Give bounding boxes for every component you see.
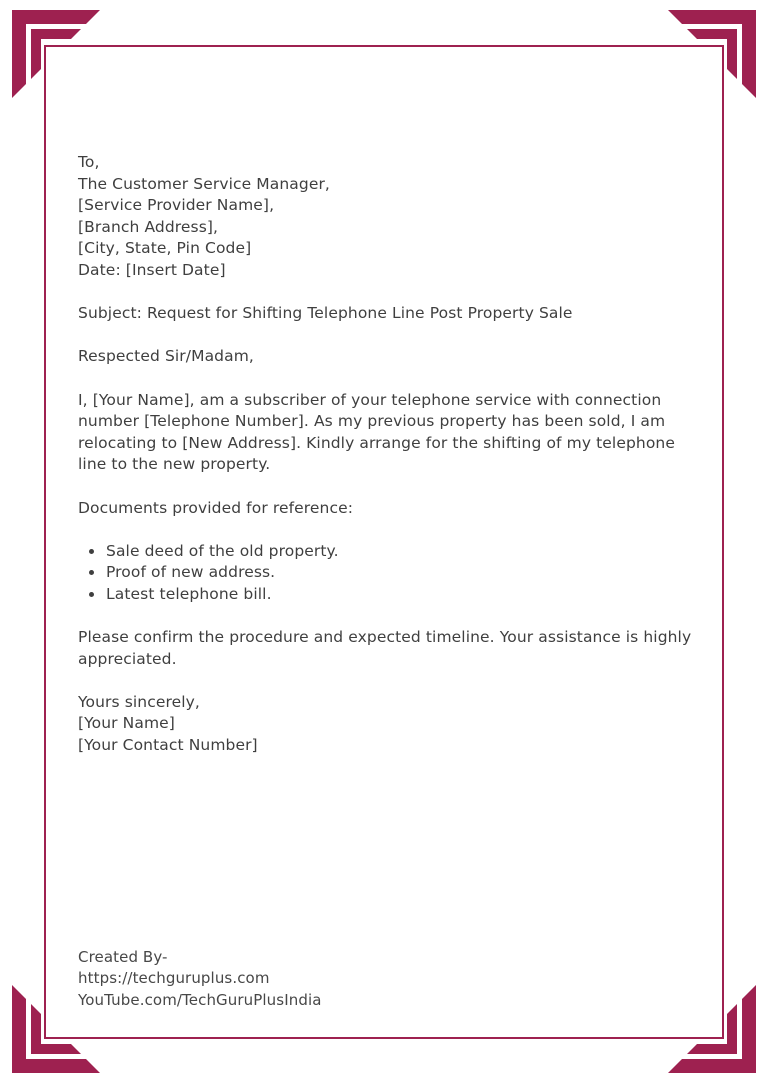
credits-label: Created By- bbox=[78, 948, 168, 966]
closing-paragraph bbox=[78, 627, 728, 670]
letter-body bbox=[78, 152, 728, 778]
recipient-line: To, bbox=[78, 153, 100, 171]
credits-youtube-url: YouTube.com/TechGuruPlusIndia bbox=[78, 990, 322, 1009]
recipient-address-block bbox=[78, 152, 728, 282]
document-list-item: • Proof of new address. bbox=[105, 562, 728, 584]
body-paragraph-line: relocating to [New Address]. Kindly arrange for the shifting of my telephone bbox=[78, 433, 675, 452]
salutation: Respected Sir/Madam, bbox=[78, 347, 254, 366]
corner-ornament-bottom-right bbox=[668, 985, 756, 1073]
body-paragraph-line: I, [Your Name], am a subscriber of your telephone service with connection bbox=[78, 390, 662, 409]
document-list-item: • Sale deed of the old property. bbox=[105, 541, 728, 563]
signoff-contact: [Your Contact Number] bbox=[78, 736, 258, 755]
recipient-line: [Service Provider Name], bbox=[78, 196, 275, 215]
signoff-name: [Your Name] bbox=[78, 714, 175, 733]
subject-line: Subject: Request for Shifting Telephone Line Post Property Sale bbox=[78, 304, 573, 323]
closing-paragraph-line: appreciated. bbox=[78, 649, 177, 668]
documents-list bbox=[78, 541, 728, 606]
signoff-block bbox=[78, 692, 728, 757]
credits-footer bbox=[78, 947, 322, 1011]
recipient-line: [City, State, Pin Code] bbox=[78, 239, 252, 258]
recipient-line: [Branch Address], bbox=[78, 217, 219, 236]
body-paragraph-line: line to the new property. bbox=[78, 455, 271, 474]
corner-ornament-top-left bbox=[12, 10, 100, 98]
letter-date-line: Date: [Insert Date] bbox=[78, 260, 226, 279]
credits-website-url: https://techguruplus.com bbox=[78, 969, 270, 988]
closing-paragraph-line: Please confirm the procedure and expected timeline. Your assistance is highly bbox=[78, 628, 692, 647]
body-paragraph bbox=[78, 390, 728, 476]
body-paragraph-line: number [Telephone Number]. As my previous property has been sold, I am bbox=[78, 412, 666, 431]
document-list-item: • Latest telephone bill. bbox=[105, 584, 728, 606]
signoff-line: Yours sincerely, bbox=[78, 692, 200, 711]
documents-intro: Documents provided for reference: bbox=[78, 498, 354, 517]
recipient-line: The Customer Service Manager, bbox=[78, 174, 330, 193]
corner-ornament-top-right bbox=[668, 10, 756, 98]
